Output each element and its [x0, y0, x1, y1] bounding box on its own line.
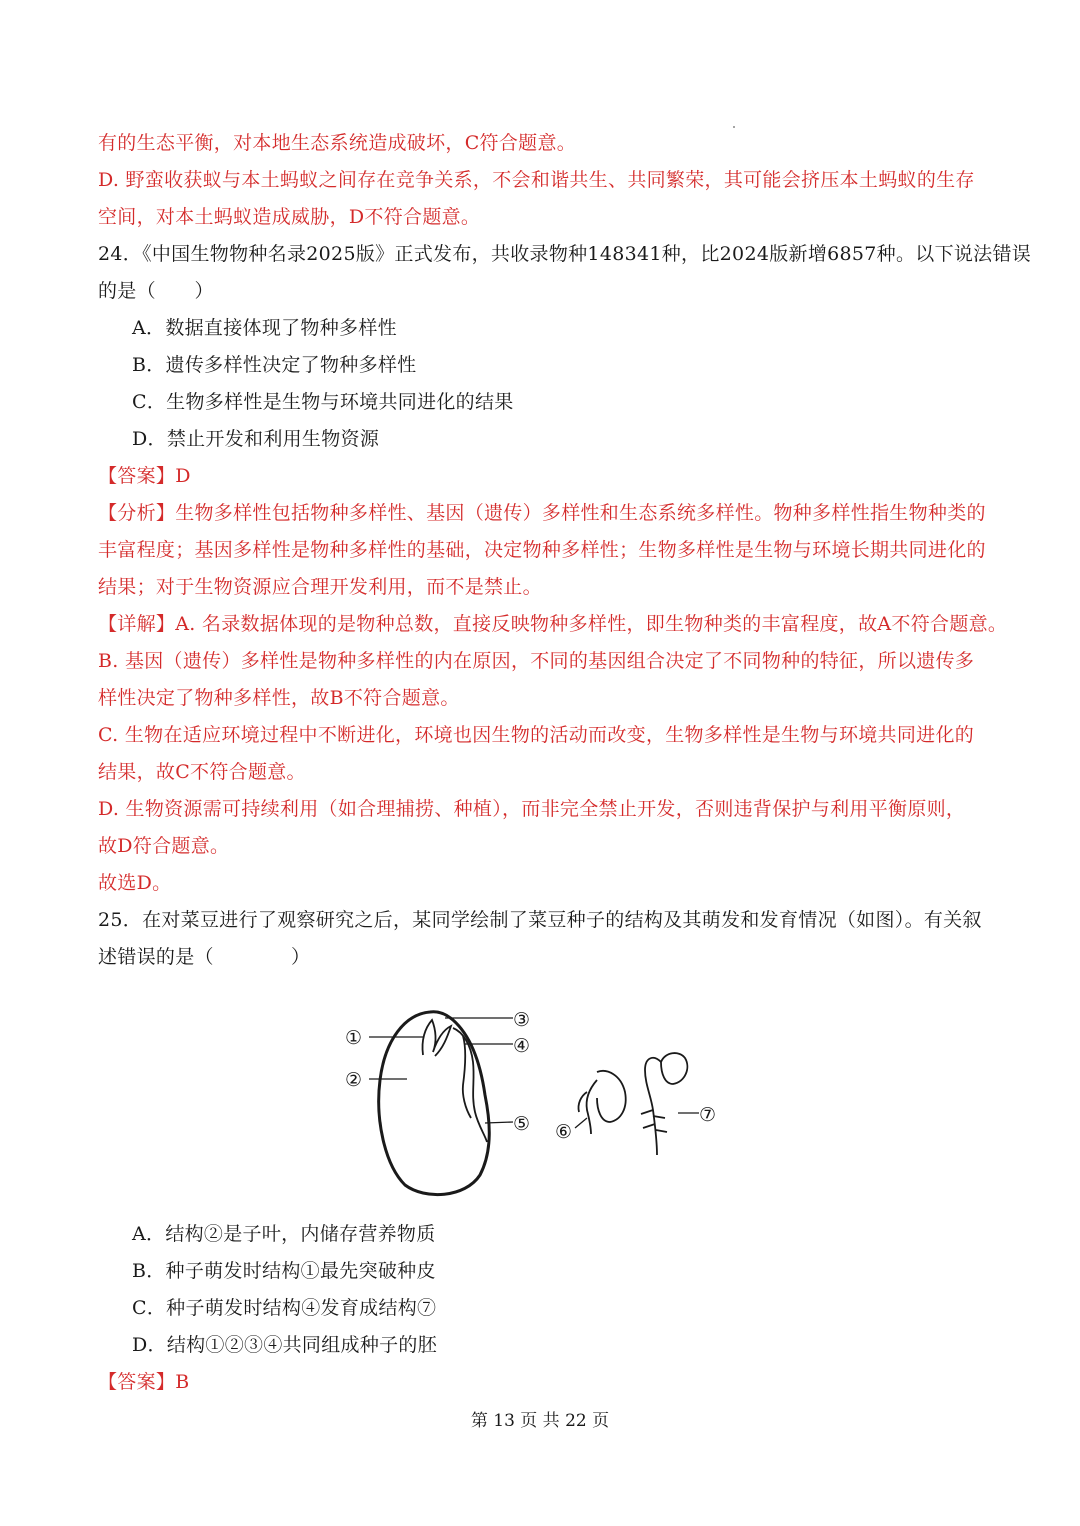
answer-tag: 【答案】	[98, 1371, 176, 1393]
plumule-shape	[422, 1020, 451, 1056]
prev-answer-line-1: 有的生态平衡，对本地生态系统造成破坏，C符合题意。	[98, 132, 577, 154]
analysis-tag: 【分析】	[98, 502, 176, 524]
q25-answer	[98, 1370, 189, 1394]
analysis-text-1: 生物多样性包括物种多样性、基因（遗传）多样性和生态系统多样性。物种多样性指生物种类的	[175, 502, 986, 524]
prev-answer-line-2: D. 野蛮收获蚁与本土蚂蚁之间存在竞争关系，不会和谐共生、共同繁荣，其可能会挤压本土蚂蚁的生存	[98, 169, 975, 191]
q25-option-c: C．种子萌发时结构④发育成结构⑦	[132, 1297, 437, 1319]
page-footer: 第 13 页 共 22 页	[470, 1411, 610, 1431]
answer-tag: 【答案】	[98, 465, 176, 487]
q24-conclusion: 故选D。	[98, 872, 172, 894]
q24-detail-line-1	[98, 612, 1007, 636]
q25-stem-line-2: 述错误的是（ ）	[98, 946, 311, 968]
label-5: ⑤	[513, 1113, 531, 1135]
sprout-2-cotyledon	[661, 1053, 687, 1084]
sprout-1-stem	[587, 1080, 597, 1134]
q25-option-a: A．结构②是子叶，内储存营养物质	[132, 1223, 436, 1245]
label-3: ③	[513, 1009, 531, 1031]
q24-stem-line-1: 24．《中国生物物种名录2025版》正式发布，共收录物种148341种，比2024版新增6857种。以下说法错误	[98, 243, 1032, 265]
answer-value: D	[175, 465, 191, 487]
label-4: ④	[513, 1035, 531, 1057]
q24-detail-line-5: 结果，故C不符合题意。	[98, 761, 306, 783]
label-1: ①	[345, 1027, 363, 1049]
q24-analysis-line-1	[98, 501, 986, 525]
sprout-1-cotyledon	[597, 1071, 626, 1122]
q24-detail-line-6: D. 生物资源需可持续利用（如合理捕捞、种植），而非完全禁止开发，否则违背保护与利用平衡原则，	[98, 798, 966, 820]
q24-analysis-line-3: 结果；对于生物资源应合理开发利用，而不是禁止。	[98, 576, 542, 598]
detail-tag: 【详解】	[98, 613, 176, 635]
q24-answer	[98, 464, 191, 488]
label-6: ⑥	[555, 1121, 573, 1143]
q25-option-b: B．种子萌发时结构①最先突破种皮	[132, 1260, 436, 1282]
label-7: ⑦	[699, 1104, 717, 1126]
seed-coat-outline	[379, 1012, 490, 1195]
q24-option-a: A．数据直接体现了物种多样性	[132, 317, 397, 339]
q25-option-d: D．结构①②③④共同组成种子的胚	[132, 1334, 438, 1356]
detail-text-1: A. 名录数据体现的是物种总数，直接反映物种多样性，即生物种类的丰富程度，故A不符合题意。	[175, 613, 1008, 635]
q24-option-c: C．生物多样性是生物与环境共同进化的结果	[132, 391, 514, 413]
q24-option-b: B．遗传多样性决定了物种多样性	[132, 354, 417, 376]
q24-detail-line-4: C. 生物在适应环境过程中不断进化，环境也因生物的活动而改变，生物多样性是生物与环境共同进化的	[98, 724, 975, 746]
bean-seed-figure	[335, 1000, 735, 1205]
scan-speck	[733, 126, 735, 128]
q24-analysis-line-2: 丰富程度；基因多样性是物种多样性的基础，决定物种多样性；生物多样性是生物与环境长期共同进化的	[98, 539, 986, 561]
sprout-2-hook	[645, 1058, 661, 1155]
q24-detail-line-3: 样性决定了物种多样性，故B不符合题意。	[98, 687, 460, 709]
q25-stem-line-1: 25．在对菜豆进行了观察研究之后，某同学绘制了菜豆种子的结构及其萌发和发育情况（如图）。有关叙	[98, 909, 982, 931]
prev-answer-line-3: 空间，对本土蚂蚁造成威胁，D不符合题意。	[98, 206, 481, 228]
answer-value: B	[175, 1371, 190, 1393]
label-2: ②	[345, 1069, 363, 1091]
q24-detail-line-2: B. 基因（遗传）多样性是物种多样性的内在原因，不同的基因组合决定了不同物种的特征，所以遗传多	[98, 650, 975, 672]
q24-option-d: D．禁止开发和利用生物资源	[132, 428, 380, 450]
q24-stem-line-2: 的是（ ）	[98, 280, 214, 302]
q24-detail-line-7: 故D符合题意。	[98, 835, 230, 857]
